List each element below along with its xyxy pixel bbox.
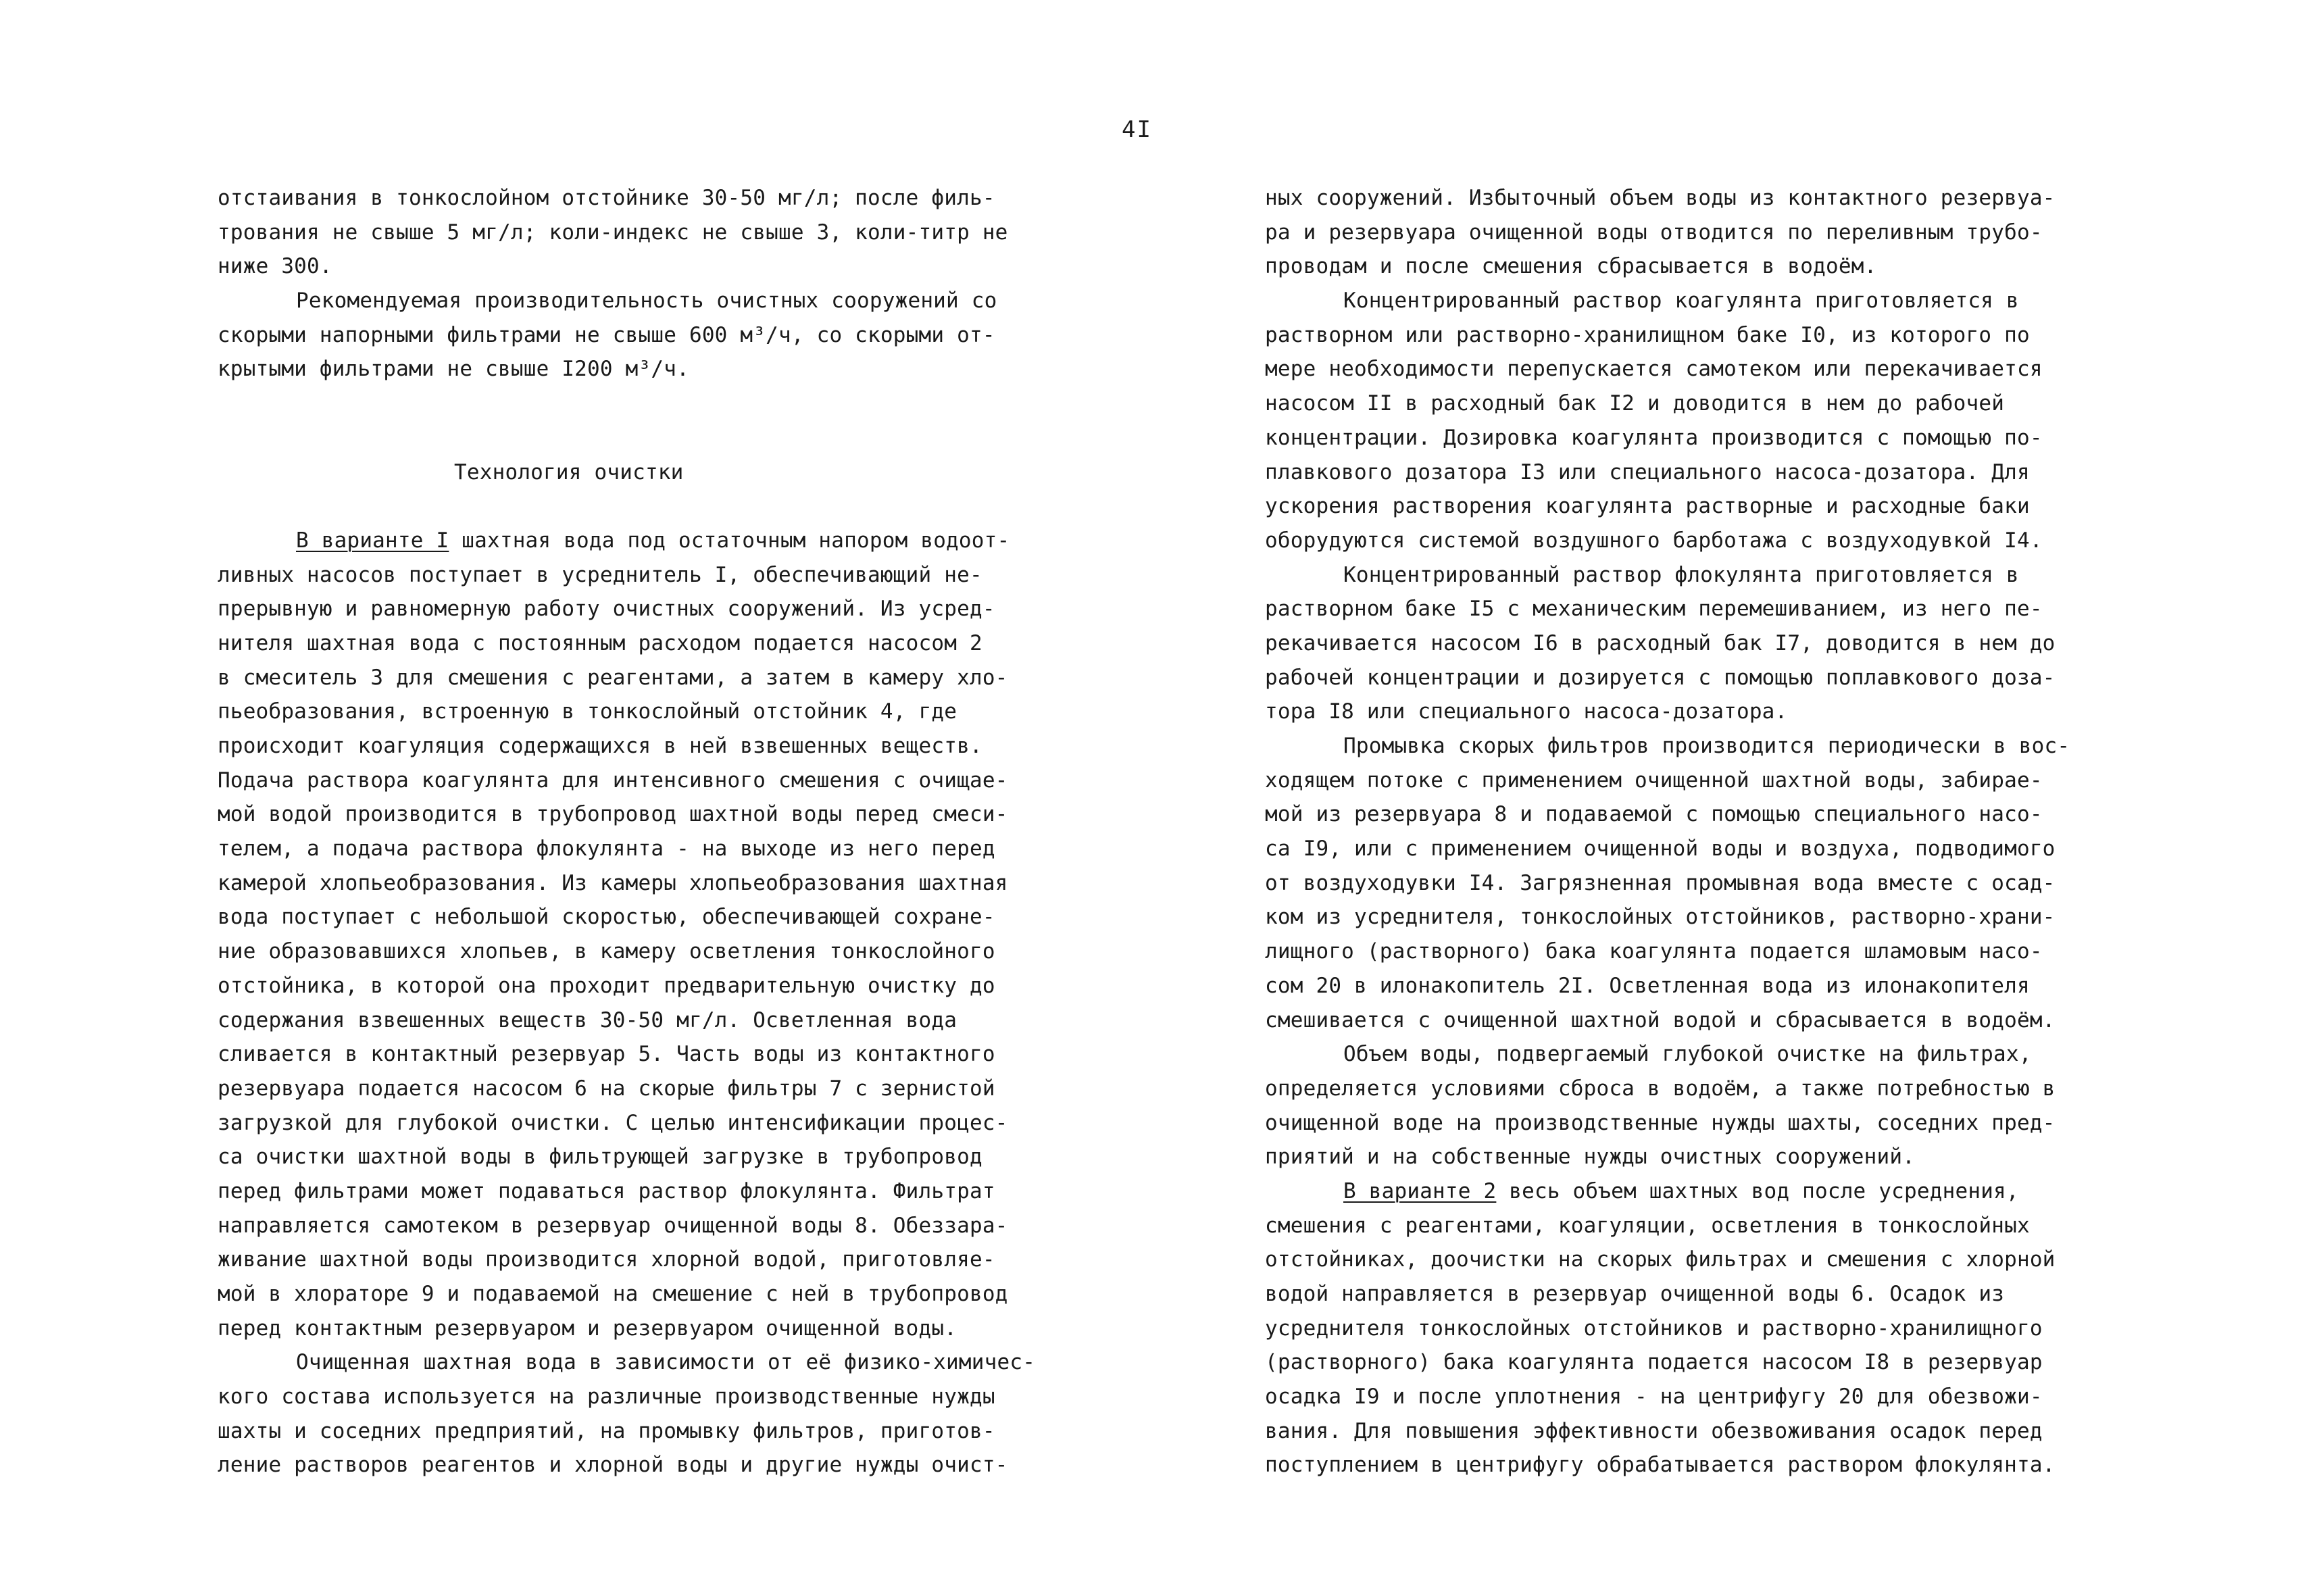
- text-line: смешения с реагентами, коагуляции, осветления в тонкослойных: [1265, 1213, 2030, 1238]
- right-column: [1265, 181, 2130, 1482]
- text-segment: шахтная вода под остаточным напором водоот-: [449, 528, 1010, 553]
- text-line: ускорения растворения коагулянта растворные и расходные баки: [1265, 494, 2030, 519]
- text-line: Объем воды, подвергаемый глубокой очистке на фильтрах,: [1343, 1042, 2032, 1067]
- text-line: смешивается с очищенной шахтной водой и сбрасывается в водоём.: [1265, 1007, 2056, 1032]
- text-line: происходит коагуляция содержащихся в ней взвешенных веществ.: [218, 734, 982, 758]
- text-line: оборудуются системой воздушного барботажа с воздуходувкой I4.: [1265, 528, 2043, 553]
- text-line: вода поступает с небольшой скоростью, обеспечивающей сохране-: [218, 905, 995, 930]
- text-line: ходящем потоке с применением очищенной шахтной воды, забирае-: [1265, 768, 2043, 793]
- text-line: резервуара подается насосом 6 на скорые фильтры 7 с зернистой: [218, 1076, 995, 1101]
- text-line: мой из резервуара 8 и подаваемой с помощью специального насо-: [1265, 802, 2043, 827]
- text-line: мой в хлораторе 9 и подаваемой на смешение с ней в трубопровод: [218, 1282, 1008, 1306]
- text-line: в смеситель 3 для смешения с реагентами, а затем в камеру хло-: [218, 665, 1008, 690]
- text-line: Концентрированный раствор коагулянта приготовляется в: [1343, 289, 2019, 314]
- text-line: мой водой производится в трубопровод шахтной воды перед смеси-: [218, 802, 1008, 827]
- text-line: растворном или растворно-хранилищном баке I0, из которого по: [1265, 322, 2030, 347]
- paragraph-water-quality: [218, 181, 1089, 284]
- text-line: направляется самотеком в резервуар очищенной воды 8. Обеззара-: [218, 1213, 1008, 1238]
- text-line: отстаивания в тонкослойном отстойнике 30-50 мг/л; после филь-: [218, 186, 995, 210]
- page-number: 4I: [1122, 116, 1152, 143]
- text-line: плавкового дозатора I3 или специального насоса-дозатора. Для: [1265, 459, 2030, 484]
- paragraph-filter-washing: [1265, 729, 2130, 1037]
- variant-2-label: В варианте 2: [1343, 1178, 1497, 1203]
- text-line: камерой хлопьеобразования. Из камеры хлопьеобразования шахтная: [218, 870, 1008, 895]
- text-line: ние образовавшихся хлопьев, в камеру осветления тонкослойного: [218, 939, 995, 964]
- text-line: поступлением в центрифугу обрабатывается раствором флокулянта.: [1265, 1453, 2056, 1478]
- text-line: лищного (растворного) бака коагулянта подается шламовым насо-: [1265, 939, 2043, 964]
- paragraph-variant-1: [218, 524, 1089, 1346]
- paragraph-overflow: [1265, 181, 2130, 284]
- paragraph-treated-water-use: [218, 1345, 1089, 1482]
- text-line: Концентрированный раствор флокулянта приготовляется в: [1343, 562, 2019, 587]
- text-line: перед контактным резервуаром и резервуаром очищенной воды.: [218, 1316, 957, 1341]
- text-line: са очистки шахтной воды в фильтрующей загрузке в трубопровод: [218, 1145, 982, 1170]
- text-line: вания. Для повышения эффективности обезвоживания осадок перед: [1265, 1418, 2043, 1443]
- text-line: от воздуходувки I4. Загрязненная промывная вода вместе с осад-: [1265, 870, 2056, 895]
- text-line: кого состава используется на различные производственные нужды: [218, 1385, 995, 1410]
- text-line: усреднителя тонкослойных отстойников и растворно-хранилищного: [1265, 1316, 2043, 1341]
- text-line: Очищенная шахтная вода в зависимости от её физико-химичес-: [296, 1350, 1036, 1375]
- text-line: сливается в контактный резервуар 5. Часть воды из контактного: [218, 1042, 995, 1067]
- text-line: скорыми напорными фильтрами не свыше 600 м³/ч, со скорыми от-: [218, 322, 995, 347]
- text-line: рабочей концентрации и дозируется с помощью поплавкового доза-: [1265, 665, 2056, 690]
- text-line: тора I8 или специального насоса-дозатора.: [1265, 699, 1788, 724]
- text-line: Подача раствора коагулянта для интенсивного смешения с очищае-: [218, 768, 1008, 793]
- text-line: крытыми фильтрами не свыше I200 м³/ч.: [218, 357, 689, 382]
- text-line: загрузкой для глубокой очистки. С целью интенсификации процес-: [218, 1110, 1008, 1135]
- text-line: ком из усреднителя, тонкослойных отстойников, растворно-храни-: [1265, 905, 2056, 930]
- paragraph-deep-treatment: [1265, 1037, 2130, 1174]
- text-line: мере необходимости перепускается самотеком или перекачивается: [1265, 357, 2043, 382]
- text-line: Промывка скорых фильтров производится периодически в вос-: [1343, 734, 2070, 758]
- text-line: растворном баке I5 с механическим перемешиванием, из него пе-: [1265, 597, 2043, 622]
- text-line: насосом II в расходный бак I2 и доводится в нем до рабочей: [1265, 391, 2005, 416]
- text-line: рекачивается насосом I6 в расходный бак I7, доводится в нем до: [1265, 630, 2056, 655]
- text-line: пьеобразования, встроенную в тонкослойный отстойник 4, где: [218, 699, 957, 724]
- text-line: Рекомендуемая производительность очистных сооружений со: [296, 289, 997, 314]
- text-line: трования не свыше 5 мг/л; коли-индекс не свыше 3, коли-титр не: [218, 220, 1008, 245]
- paragraph-flocculant: [1265, 558, 2130, 729]
- paragraph-capacity: [218, 284, 1089, 386]
- text-line: ливных насосов поступает в усреднитель I, обеспечивающий не-: [218, 562, 982, 587]
- text-line: прерывную и равномерную работу очистных сооружений. Из усред-: [218, 597, 995, 622]
- text-line: шахты и соседних предприятий, на промывку фильтров, приготов-: [218, 1418, 995, 1443]
- text-line: водой направляется в резервуар очищенной воды 6. Осадок из: [1265, 1282, 2005, 1306]
- variant-1-label: В варианте I: [296, 528, 449, 553]
- text-line: содержания взвешенных веществ 30-50 мг/л. Осветленная вода: [218, 1007, 957, 1032]
- text-line: осадка I9 и после уплотнения - на центрифугу 20 для обезвожи-: [1265, 1385, 2043, 1410]
- text-line: ниже 300.: [218, 254, 332, 279]
- text-line: ление растворов реагентов и хлорной воды и другие нужды очист-: [218, 1453, 1008, 1478]
- paragraph-variant-2: [1265, 1174, 2130, 1482]
- text-segment: весь объем шахтных вод после усреднения,: [1496, 1178, 2019, 1203]
- text-line: приятий и на собственные нужды очистных сооружений.: [1265, 1145, 1916, 1170]
- text-line: определяется условиями сброса в водоём, а также потребностью в: [1265, 1076, 2056, 1101]
- text-line: (растворного) бака коагулянта подается насосом I8 в резервуар: [1265, 1350, 2043, 1375]
- text-line: ных сооружений. Избыточный объем воды из контактного резервуа-: [1265, 186, 2056, 210]
- paragraph-coagulant: [1265, 284, 2130, 558]
- text-line: са I9, или с применением очищенной воды и воздуха, подводимого: [1265, 837, 2056, 862]
- text-line: [218, 524, 1089, 558]
- section-heading: Технология очистки: [454, 459, 684, 484]
- text-line: концентрации. Дозировка коагулянта производится с помощью по-: [1265, 425, 2043, 450]
- text-line: отстойника, в которой она проходит предварительную очистку до: [218, 973, 995, 998]
- text-line: телем, а подача раствора флокулянта - на выходе из него перед: [218, 837, 995, 862]
- text-line: нителя шахтная вода с постоянным расходом подается насосом 2: [218, 630, 982, 655]
- text-line: перед фильтрами может подаваться раствор флокулянта. Фильтрат: [218, 1178, 995, 1203]
- text-line: [1265, 1174, 2130, 1209]
- text-line: ра и резервуара очищенной воды отводится по переливным трубо-: [1265, 220, 2043, 245]
- text-line: живание шахтной воды производится хлорной водой, приготовляе-: [218, 1247, 995, 1272]
- text-line: проводам и после смешения сбрасывается в водоём.: [1265, 254, 1877, 279]
- text-line: отстойниках, доочистки на скорых фильтрах и смешения с хлорной: [1265, 1247, 2056, 1272]
- text-line: сом 20 в илонакопитель 2I. Осветленная вода из илонакопителя: [1265, 973, 2030, 998]
- text-line: очищенной воде на производственные нужды шахты, соседних пред-: [1265, 1110, 2056, 1135]
- left-column: [218, 181, 1089, 1482]
